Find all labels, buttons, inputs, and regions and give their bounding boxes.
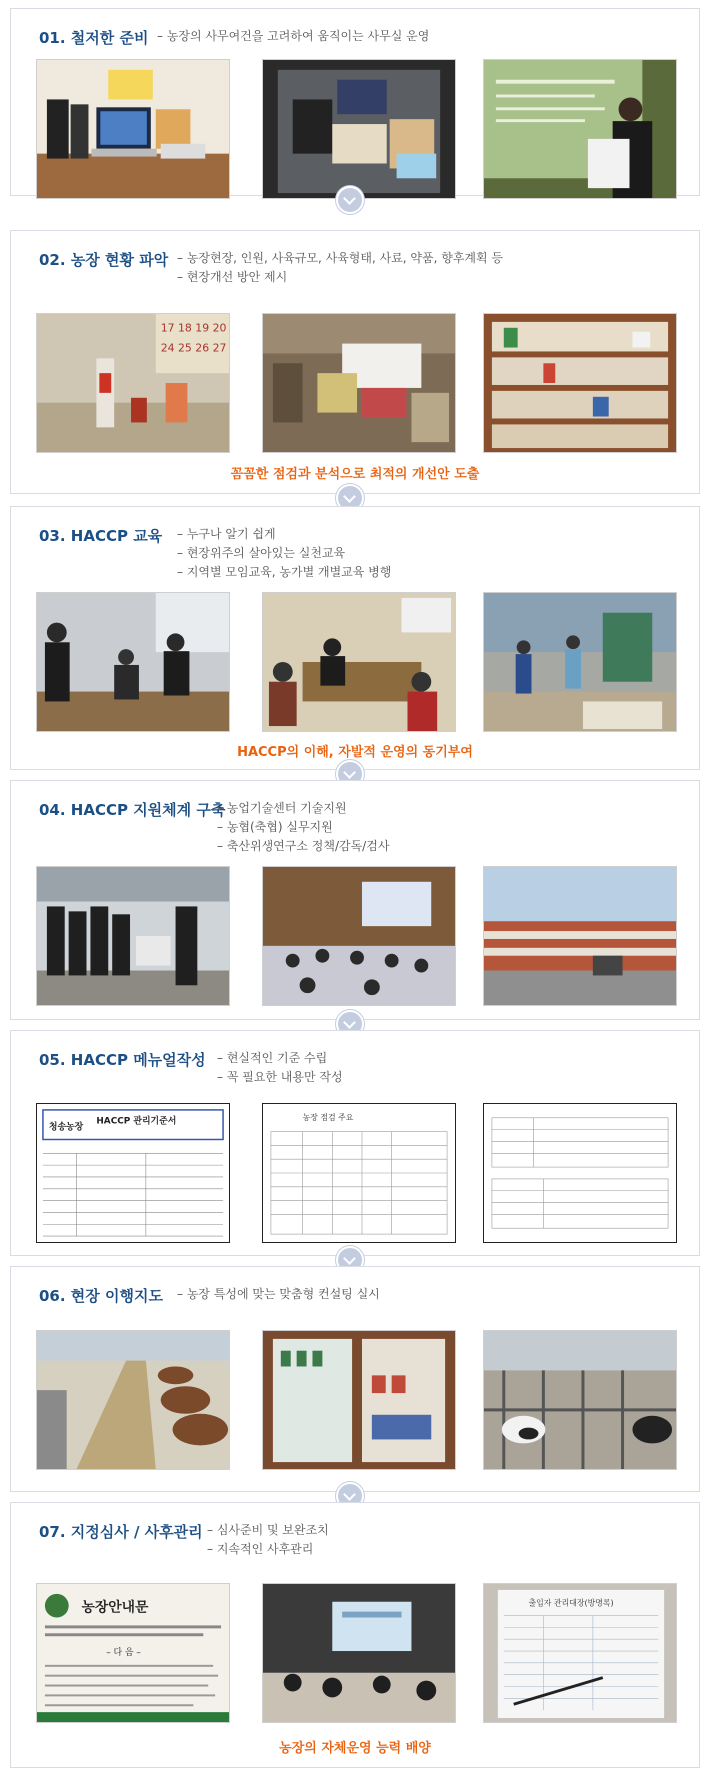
step-6-description	[177, 1285, 380, 1304]
farm-check-form-document	[262, 1103, 456, 1243]
step-5-desc-line: – 꼭 필요한 내용만 작성	[217, 1070, 343, 1084]
lecture-hall-photo	[262, 866, 456, 1006]
step-arrow-icon	[336, 186, 364, 214]
step-7-desc-line: – 심사준비 및 보완조치	[207, 1523, 329, 1537]
dairy-barn-photo	[483, 1330, 677, 1470]
step-3-description	[177, 525, 391, 582]
step-1-description	[157, 27, 429, 46]
presentation-photo	[483, 59, 677, 199]
step-5-description	[217, 1049, 343, 1087]
warehouse-training-photo	[483, 592, 677, 732]
step-1-card	[10, 8, 700, 196]
haccp-manual-document	[36, 1103, 230, 1243]
step-4-description	[217, 799, 389, 856]
step-2-description	[177, 249, 503, 287]
step-3-desc-line: – 지역별 모임교육, 농가별 개별교육 병행	[177, 565, 392, 579]
step-7-title: 07. 지정심사 / 사후관리	[39, 1523, 203, 1541]
step-7-description	[207, 1521, 329, 1559]
step-2-card	[10, 230, 700, 494]
step-3-desc-line: – 누구나 알기 쉽게	[177, 527, 276, 541]
cattle-barn-photo	[36, 1330, 230, 1470]
manual-title: HACCP 관리기준서	[96, 1116, 177, 1127]
sign-title: 농장안내문	[81, 1599, 149, 1616]
step-3-result: HACCP의 이해, 자발적 운영의 동기부여	[237, 745, 473, 760]
step-1-title: 01. 철저한 준비	[39, 29, 149, 47]
classroom-training-photo	[36, 592, 230, 732]
step-1-desc-line: – 농장의 사무여건을 고려하여 움직이는 사무실 운영	[157, 29, 430, 43]
step-5-card	[10, 1030, 700, 1256]
step-3-card	[10, 506, 700, 770]
visitor-log-clipboard-photo	[483, 1583, 677, 1723]
car-trunk-supplies-photo	[262, 59, 456, 199]
step-7-result: 농장의 자체운영 능력 배양	[279, 1741, 431, 1756]
step-4-desc-line: – 축산위생연구소 정책/감독/검사	[217, 839, 390, 853]
manual-logo: 청송농장	[48, 1122, 84, 1133]
step-4-desc-line: – 농업기술센터 기술지원	[217, 801, 347, 815]
step-2-desc-line: – 농장현장, 인원, 사육규모, 사육형태, 사료, 약품, 향후계획 등	[177, 251, 504, 265]
step-2-title: 02. 농장 현황 파악	[39, 251, 169, 269]
step-5-desc-line: – 현실적인 기준 수립	[217, 1051, 328, 1065]
field-demonstration-photo	[36, 866, 230, 1006]
form-title: 농장 점검 주요	[302, 1112, 354, 1122]
institute-building-photo	[483, 866, 677, 1006]
group-meeting-photo	[262, 592, 456, 732]
step-2-result: 꼼꼼한 점검과 분석으로 최적의 개선안 도출	[230, 467, 480, 482]
svg-text:24 25 26 27: 24 25 26 27	[160, 341, 227, 355]
clipboard-title: 출입자 관리대장(방명록)	[528, 1598, 614, 1608]
step-5-title: 05. HACCP 메뉴얼작성	[39, 1051, 206, 1069]
farm-notice-sign-photo	[36, 1583, 230, 1723]
step-4-card	[10, 780, 700, 1020]
step-4-desc-line: – 농협(축협) 실무지원	[217, 820, 333, 834]
cluttered-storage-photo	[262, 313, 456, 453]
step-7-card	[10, 1502, 700, 1768]
step-6-title: 06. 현장 이행지도	[39, 1287, 163, 1305]
record-sheet-document	[483, 1103, 677, 1243]
audit-meeting-photo	[262, 1583, 456, 1723]
svg-text:17 18 19 20: 17 18 19 20	[160, 321, 227, 335]
office-equipment-photo	[36, 59, 230, 199]
step-4-title: 04. HACCP 지원체계 구축	[39, 801, 226, 819]
step-7-desc-line: – 지속적인 사후관리	[207, 1542, 314, 1556]
step-3-title: 03. HACCP 교육	[39, 527, 163, 545]
step-2-desc-line: – 현장개선 방안 제시	[177, 270, 288, 284]
medicine-shelf-photo	[483, 313, 677, 453]
sign-sub: – 다 음 –	[106, 1647, 141, 1658]
step-3-desc-line: – 현장위주의 살아있는 실천교육	[177, 546, 346, 560]
medicine-cabinet-photo	[262, 1330, 456, 1470]
step-6-card	[10, 1266, 700, 1492]
step-6-desc-line: – 농장 특성에 맞는 맞춤형 컨설팅 실시	[177, 1287, 380, 1301]
farm-chemicals-photo	[36, 313, 230, 453]
